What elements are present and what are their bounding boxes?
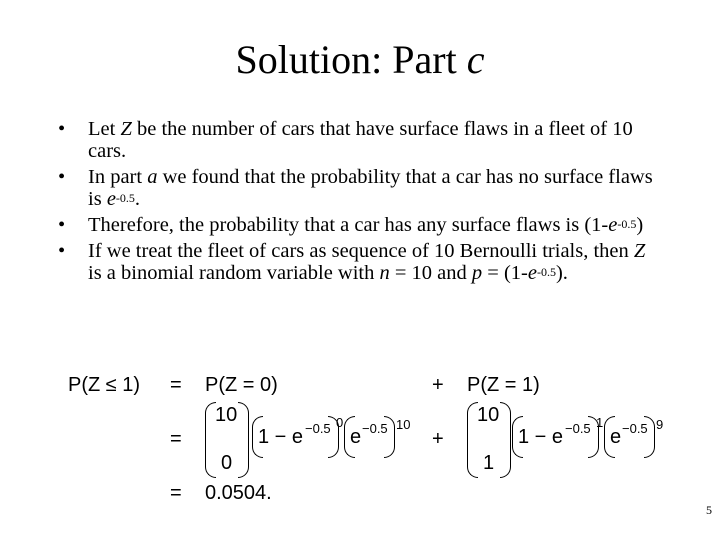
plus-sign: + — [432, 374, 444, 396]
title-prefix: Solution: Part — [235, 37, 467, 82]
outer-exponent: 1 — [596, 415, 604, 430]
outer-exponent: 9 — [656, 417, 664, 432]
bullet-item: • In part a we found that the probability that a car has no surface flaws is $e^{-0.5}$. — [58, 166, 653, 210]
equals-sign: = — [170, 482, 182, 504]
equation-result: 0.0504. — [205, 482, 272, 504]
title-part-letter: c — [466, 37, 485, 82]
term-p-z-0: P(Z = 0) — [205, 374, 278, 396]
right-paren — [644, 416, 655, 458]
bullet-item: • Therefore, the probability that a car has any surface flaws is $(1-e^{-0.5})$ — [58, 214, 644, 236]
plus-sign: + — [432, 428, 444, 450]
one-minus-e: 1 − e — [258, 426, 304, 448]
exponent: −0.5 — [362, 421, 388, 436]
binomial-right-paren — [500, 402, 511, 478]
bullet-item: • Let Z be the number of cars that have surface flaws in a fleet of 10 cars. — [58, 118, 633, 162]
term-p-z-1: P(Z = 1) — [467, 374, 540, 396]
binomial-right-paren — [238, 402, 249, 478]
bullet-item: • If we treat the fleet of cars as sequence of 10 Bernoulli trials, then Z is a binomial random variable with n = 10 and $p = (1-e^{-0.5})$. — [58, 240, 646, 284]
e-base: e — [350, 426, 362, 448]
binomial-bottom: 0 — [221, 452, 233, 474]
right-paren — [384, 416, 395, 458]
equals-sign: = — [170, 428, 182, 450]
outer-exponent: 10 — [396, 417, 411, 432]
equals-sign: = — [170, 374, 182, 396]
binomial-top: 10 — [477, 404, 500, 426]
exponent: −0.5 — [622, 421, 648, 436]
exponent: −0.5 — [305, 421, 331, 436]
binomial-top: 10 — [215, 404, 238, 426]
exponent: −0.5 — [565, 421, 591, 436]
equation-lhs: P(Z ≤ 1) — [68, 374, 141, 396]
page-number: 5 — [706, 503, 712, 517]
one-minus-e: 1 − e — [518, 426, 564, 448]
outer-exponent: 0 — [336, 415, 344, 430]
e-base: e — [610, 426, 622, 448]
binomial-bottom: 1 — [483, 452, 495, 474]
